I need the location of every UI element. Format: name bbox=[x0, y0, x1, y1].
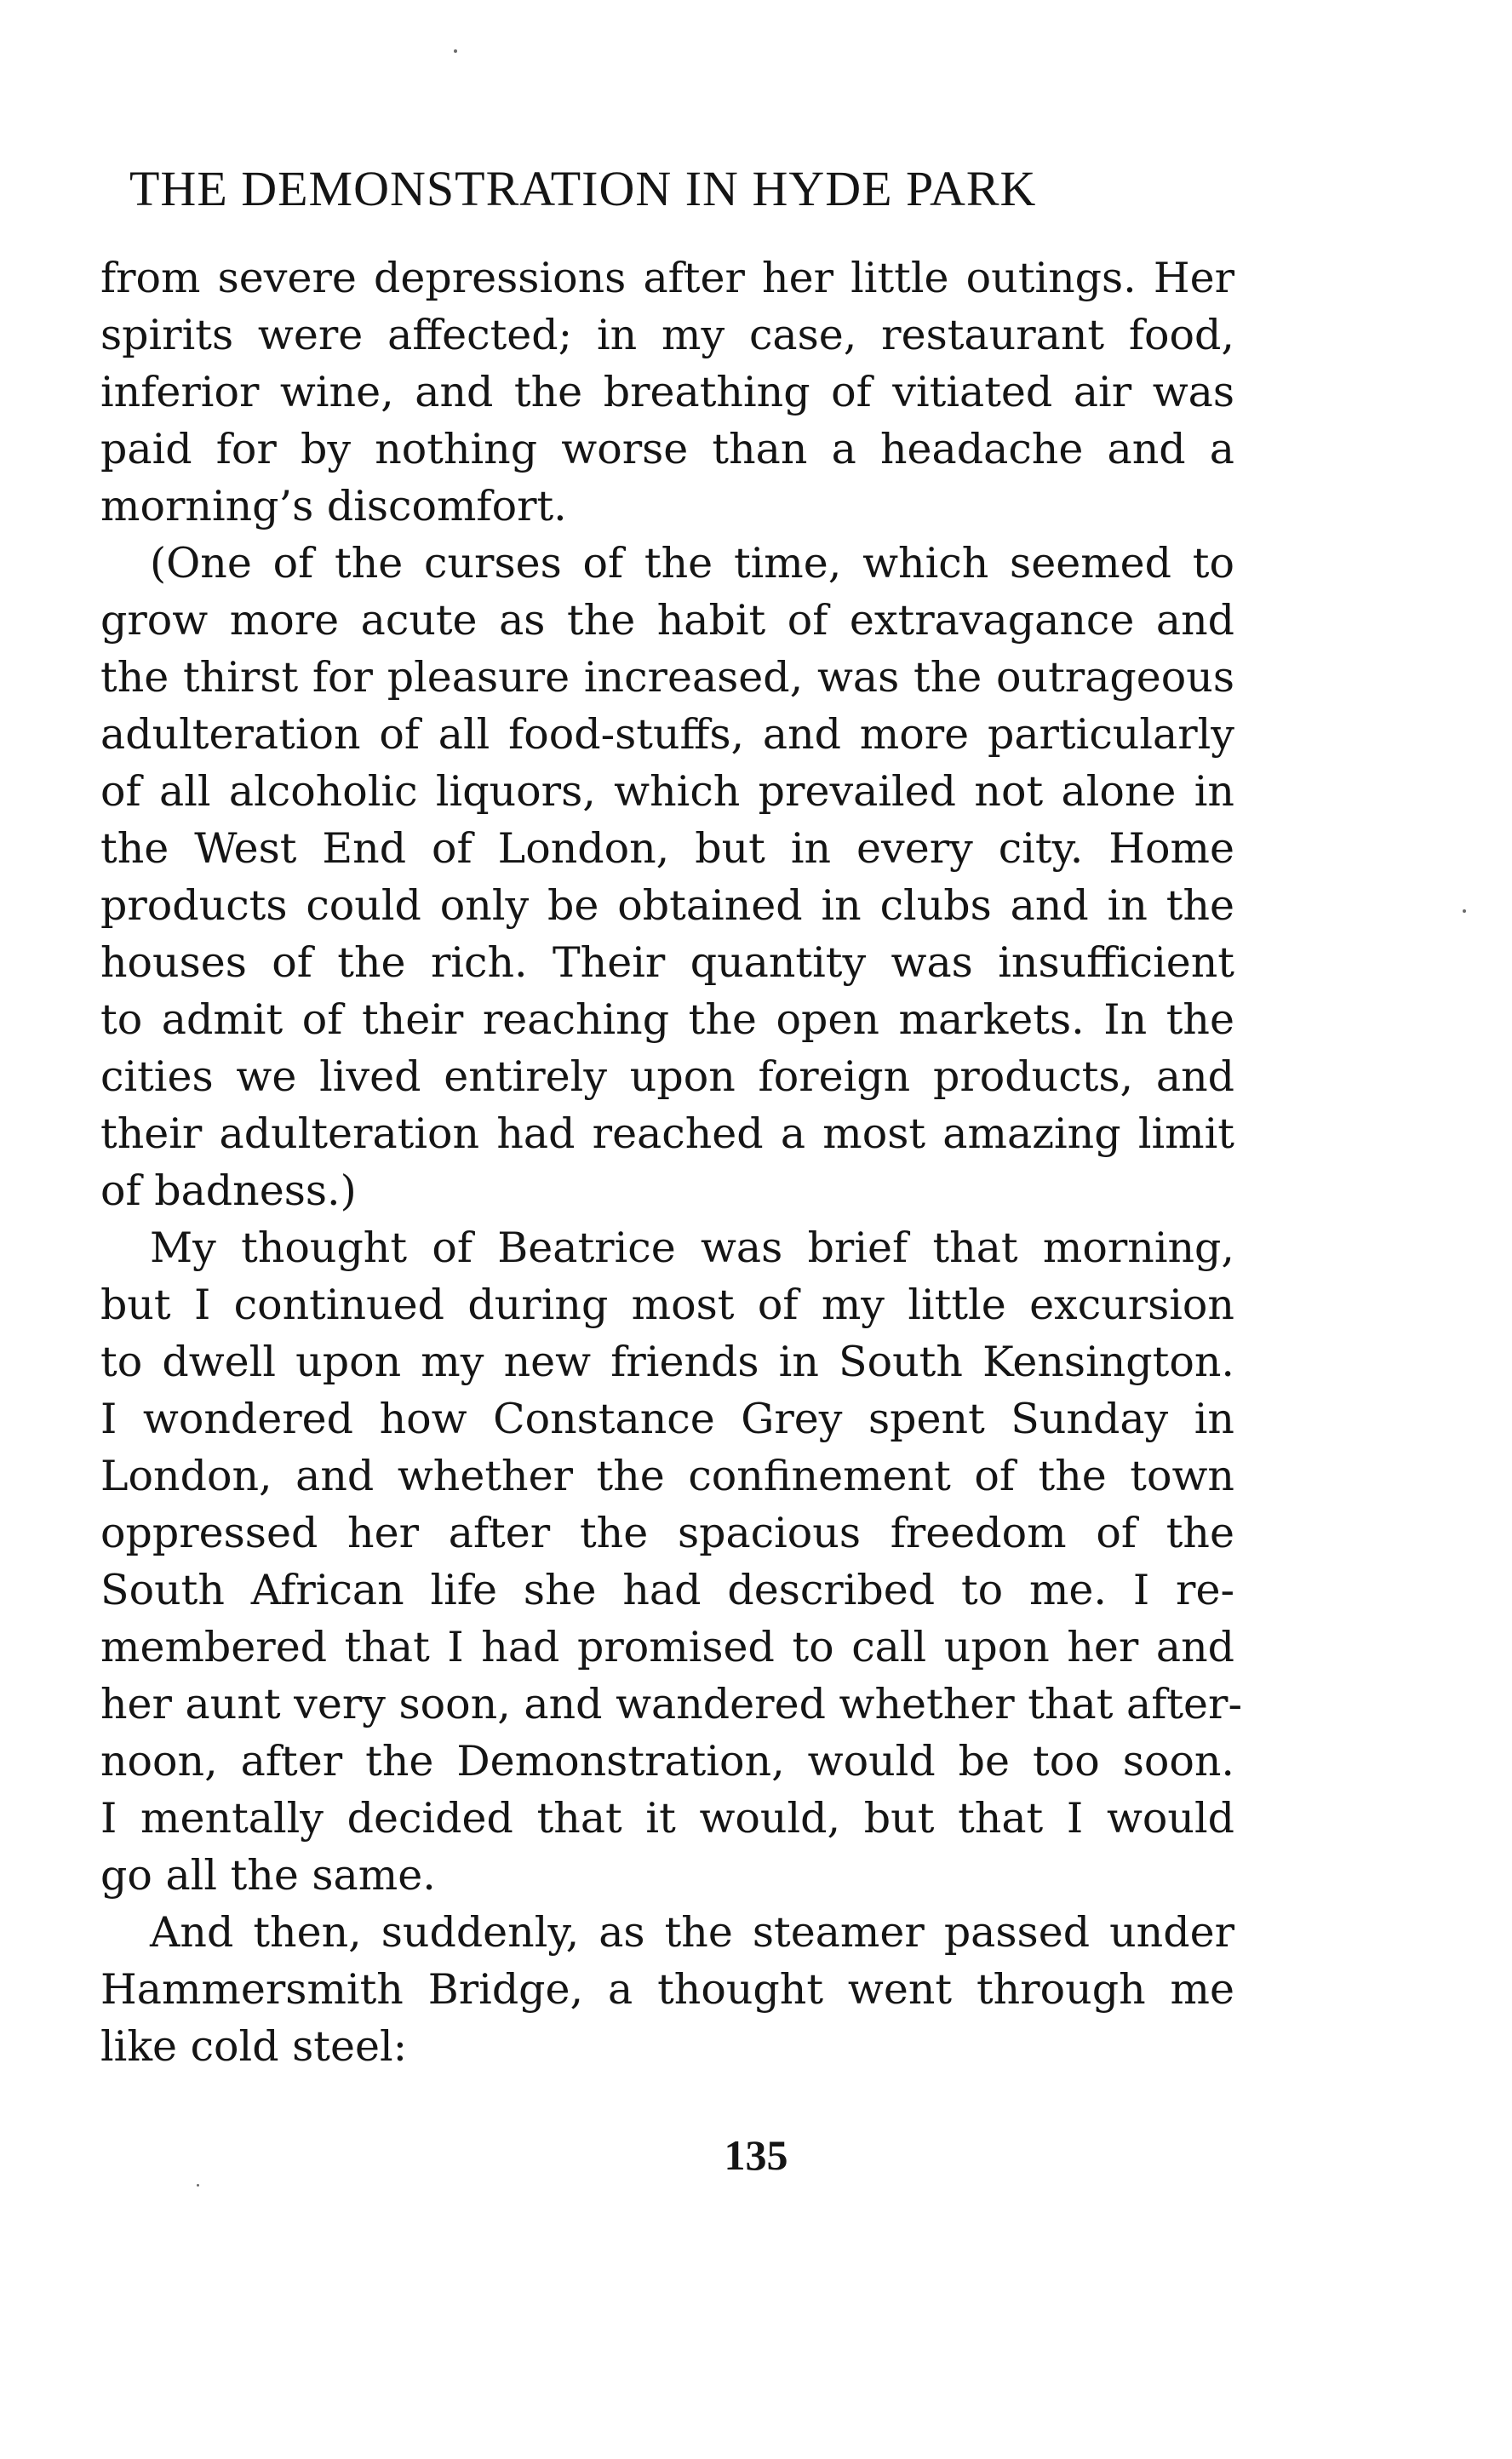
text-line: noon, after the Demonstration, would be too soon. bbox=[100, 1737, 1234, 1785]
text-line: inferior wine, and the breathing of vitiated air was bbox=[100, 368, 1234, 416]
body-text bbox=[100, 249, 1243, 2075]
text-line: I mentally decided that it would, but that I would bbox=[100, 1794, 1234, 1843]
text-line: membered that I had promised to call upon her and bbox=[100, 1623, 1234, 1671]
text-line: like cold steel: bbox=[100, 2022, 408, 2071]
text-line: but I continued during most of my little excursion bbox=[100, 1281, 1234, 1329]
text-line: I wondered how Constance Grey spent Sunday in bbox=[100, 1395, 1234, 1443]
text-line: of all alcoholic liquors, which prevailed not alone in bbox=[100, 767, 1234, 816]
text-line: go all the same. bbox=[100, 1851, 436, 1900]
text-line: to admit of their reaching the open markets. In the bbox=[100, 995, 1234, 1044]
text-line: the thirst for pleasure increased, was the outrageous bbox=[100, 653, 1234, 702]
text-line: houses of the rich. Their quantity was insufficient bbox=[100, 938, 1234, 987]
text-line: the West End of London, but in every city. Home bbox=[100, 824, 1234, 873]
text-line: London, and whether the confinement of the town bbox=[100, 1452, 1234, 1500]
text-line: spirits were affected; in my case, restaurant food, bbox=[100, 311, 1234, 359]
page-number: 135 bbox=[724, 2131, 788, 2179]
text-line: And then, suddenly, as the steamer passed under bbox=[150, 1908, 1234, 1957]
text-line: their adulteration had reached a most amazing limit bbox=[100, 1109, 1234, 1158]
text-line: (One of the curses of the time, which seemed to bbox=[150, 539, 1234, 588]
text-line: paid for by nothing worse than a headache and a bbox=[100, 425, 1234, 473]
running-head: THE DEMONSTRATION IN HYDE PARK bbox=[129, 161, 1037, 216]
text-line: adulteration of all food-stuffs, and more particularly bbox=[100, 710, 1234, 759]
text-line: grow more acute as the habit of extravagance and bbox=[100, 596, 1234, 645]
text-line: her aunt very soon, and wandered whether that after- bbox=[100, 1680, 1243, 1728]
paper-speck bbox=[454, 49, 457, 53]
text-line: morning’s discomfort. bbox=[100, 482, 567, 530]
paper-speck bbox=[197, 2184, 199, 2187]
text-line: to dwell upon my new friends in South Kensington. bbox=[100, 1338, 1234, 1386]
text-line: oppressed her after the spacious freedom of the bbox=[100, 1509, 1234, 1557]
text-line: products could only be obtained in clubs and in the bbox=[100, 881, 1234, 930]
text-line: of badness.) bbox=[100, 1166, 357, 1215]
text-line: South African life she had described to me. I re- bbox=[100, 1566, 1234, 1614]
text-line: My thought of Beatrice was brief that morning, bbox=[150, 1224, 1234, 1272]
text-line: from severe depressions after her little outings. Her bbox=[100, 254, 1234, 302]
text-line: Hammersmith Bridge, a thought went through me bbox=[100, 1965, 1234, 2014]
paper-speck bbox=[1463, 909, 1466, 913]
text-line: cities we lived entirely upon foreign products, and bbox=[100, 1052, 1234, 1101]
